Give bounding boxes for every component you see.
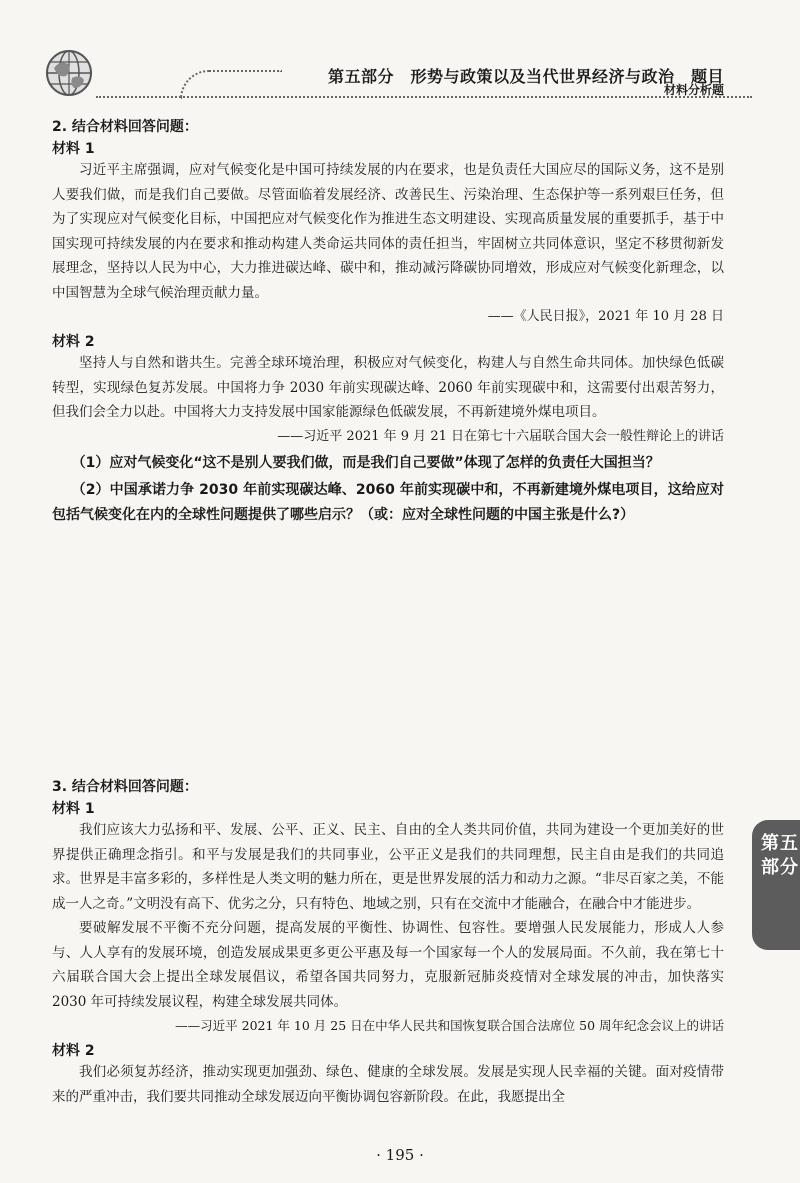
- section-subtitle: 材料分析题: [663, 83, 724, 97]
- sub-question-1: （1）应对气候变化“这不是别人要我们做，而是我们自己要做”体现了怎样的负责任大国担当？: [71, 454, 660, 471]
- question-3-heading: 3. 结合材料回答问题：: [52, 779, 198, 795]
- material-1-paragraph-2: 要破解发展不平衡不充分问题，提高发展的平衡性、协调性、包容性。要增强人民发展能力，形成人人参与、人人享有的发展环境，创造发展成果更多更公平惠及每一个国家每一个人的发展局面。不久前，我在第七十六届联合国大会上提出全球发展倡议，希望各国共同努力，克服新冠肺炎疫情对全球发展的冲击，加快落实 2030 年可持续发展议程，构建全球发展共同体。: [52, 920, 724, 1010]
- material-1-text: 习近平主席强调，应对气候变化是中国可持续发展的内在要求，也是负责任大国应尽的国际义务，这不是别人要我们做，而是我们自己要做。尽管面临着发展经济、改善民生、污染治理、生态保护等一系列艰巨任务，但为了实现应对气候变化目标，中国把应对气候变化作为推进生态文明建设、实现高质量发展的重要抓手，基于中国实现可持续发展的内在要求和推动构建人类命运共同体的责任担当，牢固树立共同体意识，坚定不移贯彻新发展理念，坚持以人民为中心，大力推进碳达峰、碳中和，推动减污降碳协同增效，形成应对气候变化新理念，以中国智慧为全球气候治理贡献力量。: [52, 162, 724, 301]
- material-2-label: 材料 2: [52, 334, 95, 350]
- page-number: · 195 ·: [376, 1146, 424, 1164]
- page-header: [0, 0, 800, 110]
- question-3: [52, 776, 724, 1109]
- material-2-text: 坚持人与自然和谐共生。完善全球环境治理，积极应对气候变化，构建人与自然生命共同体。加快绿色低碳转型，实现绿色复苏发展。中国将力争 2030 年前实现碳达峰、2060 年前实现碳中和，这需要付出艰苦努力，但我们会全力以赴。中国将大力支持发展中国家能源绿色低碳发展，不再新建境外煤电项目。: [52, 355, 724, 420]
- material-1-source: ——习近平 2021 年 10 月 25 日在中华人民共和国恢复联合国合法席位 50 周年纪念会议上的讲话: [175, 1018, 724, 1033]
- section-tab-label: 第五部分: [761, 833, 799, 878]
- material-2-text: 我们必须复苏经济，推动实现更加强劲、绿色、健康的全球发展。发展是实现人民幸福的关键。面对疫情带来的严重冲击，我们要共同推动全球发展迈向平衡协调包容新阶段。在此，我愿提出全: [52, 1064, 724, 1105]
- material-1-label: 材料 1: [52, 801, 95, 817]
- header-decoration: [180, 70, 282, 99]
- question-2: [52, 116, 724, 528]
- sub-question-2: （2）中国承诺力争 2030 年前实现碳达峰、2060 年前实现碳中和，不再新建境外煤电项目，这给应对包括气候变化在内的全球性问题提供了哪些启示？（或：应对全球性问题的中国主张是什么?）: [52, 481, 724, 523]
- section-title: 第五部分 形势与政策以及当代世界经济与政治 题目: [327, 67, 724, 86]
- header-divider: [96, 96, 752, 98]
- question-2-heading: 2. 结合材料回答问题：: [52, 119, 198, 135]
- material-2-source: ——习近平 2021 年 9 月 21 日在第七十六届联合国大会一般性辩论上的讲话: [277, 428, 724, 444]
- material-1-label: 材料 1: [52, 141, 95, 157]
- material-1-source: ——《人民日报》，2021 年 10 月 28 日: [487, 309, 724, 324]
- material-2-label: 材料 2: [52, 1043, 95, 1059]
- material-1-paragraph-1: 我们应该大力弘扬和平、发展、公平、正义、民主、自由的全人类共同价值，共同为建设一个更加美好的世界提供正确理念指引。和平与发展是我们的共同事业，公平正义是我们的共同理想，民主自由是我们的共同追求。世界是丰富多彩的，多样性是人类文明的魅力所在，更是世界发展的活力和动力之源。“非尽百家之美，不能成一人之奇。”文明没有高下、优劣之分，只有特色、地域之别，只有在交流中才能融合，在融合中才能进步。: [52, 822, 724, 912]
- globe-icon: [44, 48, 94, 98]
